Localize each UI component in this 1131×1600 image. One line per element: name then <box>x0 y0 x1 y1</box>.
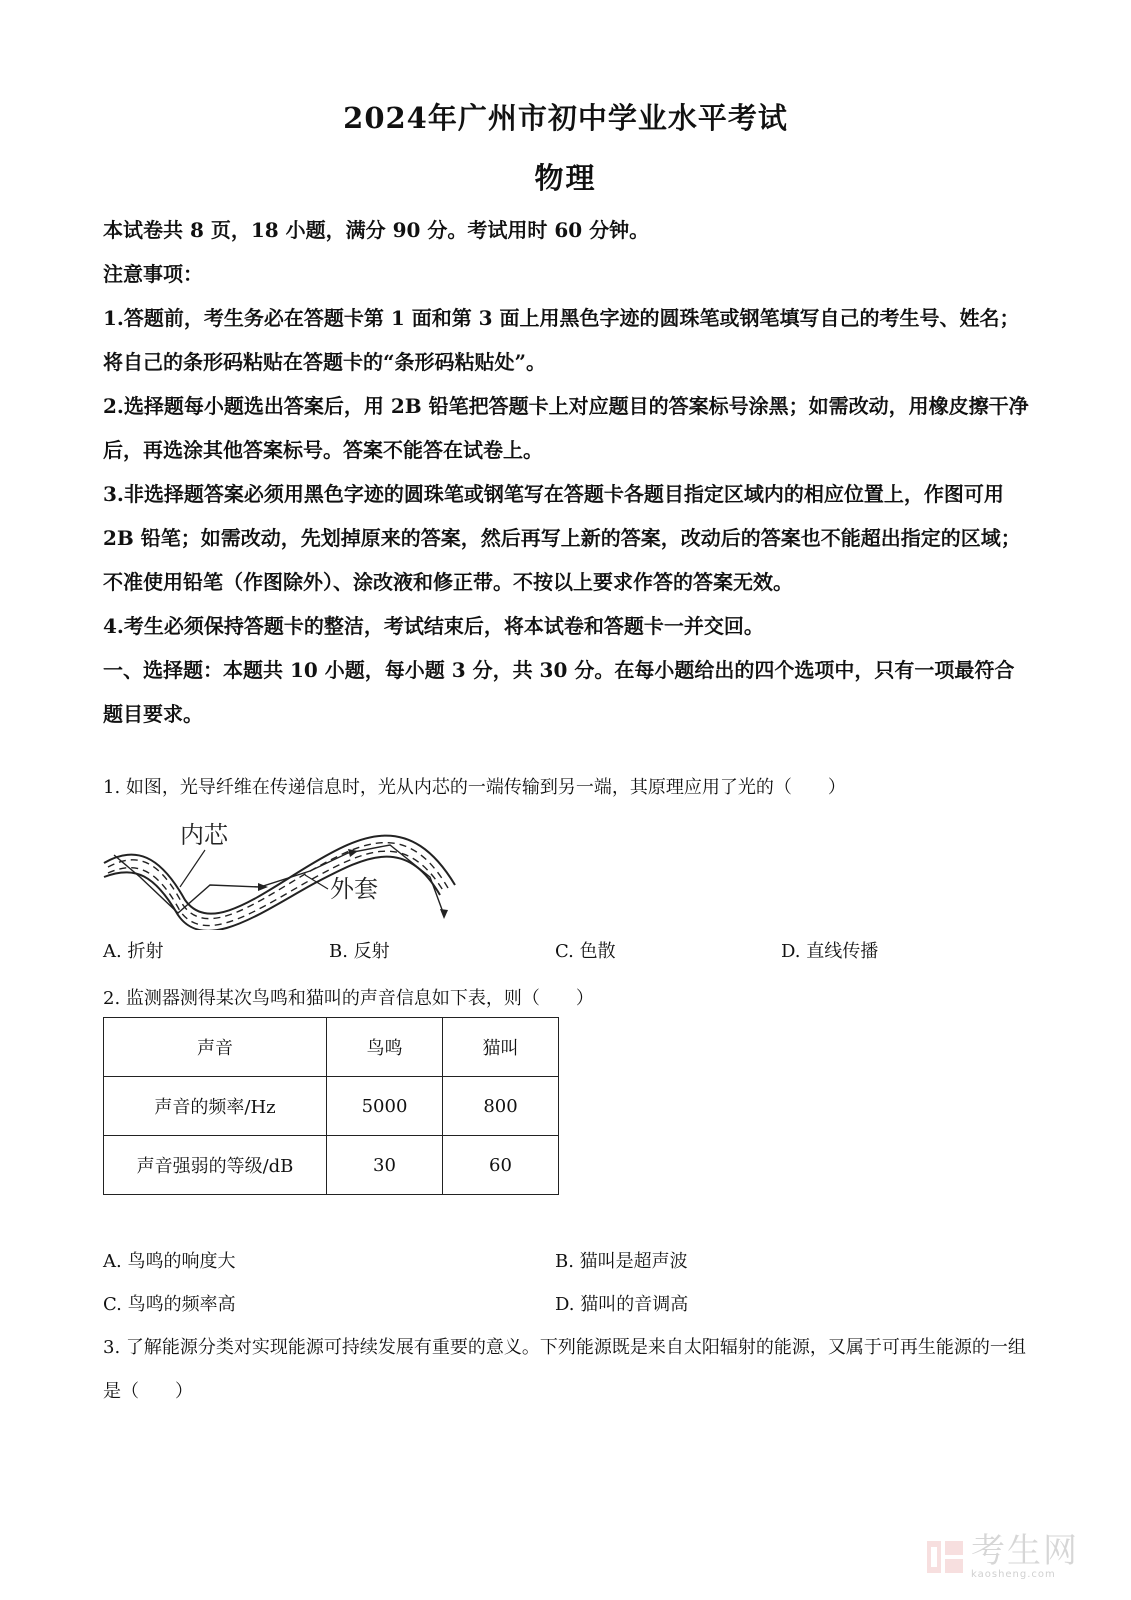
subject-title: 物理 <box>534 161 597 195</box>
table-cell: 800 <box>443 1077 559 1136</box>
watermark-name: 考生网 <box>971 1531 1079 1571</box>
question-1 <box>103 768 1033 808</box>
q2-option-c[interactable]: C. 鸟鸣的频率高 <box>103 1294 236 1315</box>
table-header-cell: 鸟鸣 <box>327 1018 443 1077</box>
cladding-label: 外套 <box>330 875 378 903</box>
light-ray-arrowhead <box>440 909 448 919</box>
table-header-row <box>104 1018 559 1077</box>
question-3-stem: 3. 了解能源分类对实现能源可持续发展有重要的意义。下列能源既是来自太阳辐射的能源，又属于可再生能源的一组是（ ） <box>103 1337 1026 1402</box>
fiber-outer-top <box>104 836 455 914</box>
question-1-stem: 1. 如图，光导纤维在传递信息时，光从内芯的一端传输到另一端，其原理应用了光的（ ） <box>103 777 846 798</box>
instructions <box>103 208 1033 736</box>
q1-option-d[interactable]: D. 直线传播 <box>781 941 879 962</box>
question-2-stem: 2. 监测器测得某次鸟鸣和猫叫的声音信息如下表，则（ ） <box>103 988 594 1009</box>
q2-option-b[interactable]: B. 猫叫是超声波 <box>555 1251 688 1272</box>
note-item: 3.非选择题答案必须用黑色字迹的圆珠笔或钢笔写在答题卡各题目指定区域内的相应位置上，作图可用 2B 铅笔；如需改动，先划掉原来的答案，然后再写上新的答案，改动后的答案也不能超出指定的区域；不准使用铅笔（作图除外）、涂改液和修正带。不按以上要求作答的答案无效。 <box>103 482 1021 594</box>
watermark-logo-icon <box>925 1537 965 1577</box>
notes-heading: 注意事项： <box>103 262 203 286</box>
watermark-url: kaosheng.com <box>971 1569 1056 1580</box>
q1-option-a[interactable]: A. 折射 <box>103 941 164 962</box>
question-3 <box>103 1326 1033 1414</box>
optical-fiber-figure <box>100 815 480 930</box>
note-item: 4.考生必须保持答题卡的整洁，考试结束后，将本试卷和答题卡一并交回。 <box>103 614 764 638</box>
core-label: 内芯 <box>180 821 228 849</box>
exam-intro: 本试卷共 8 页，18 小题，满分 90 分。考试用时 60 分钟。 <box>103 218 650 242</box>
table-header-cell: 声音 <box>104 1018 327 1077</box>
core-leader-line <box>180 850 205 887</box>
table-cell: 5000 <box>327 1077 443 1136</box>
q1-option-c[interactable]: C. 色散 <box>555 941 616 962</box>
sound-data-table <box>103 1017 559 1195</box>
question-2 <box>103 979 1033 1019</box>
table-cell: 声音的频率/Hz <box>104 1077 327 1136</box>
table-cell: 声音强弱的等级/dB <box>104 1136 327 1195</box>
q1-option-b[interactable]: B. 反射 <box>329 941 390 962</box>
site-watermark <box>925 1532 1105 1582</box>
table-row <box>104 1136 559 1195</box>
exam-title: 2024年广州市初中学业水平考试 <box>343 101 788 135</box>
section-heading: 一、选择题：本题共 10 小题，每小题 3 分，共 30 分。在每小题给出的四个选项中，只有一项最符合题目要求。 <box>103 658 1015 726</box>
table-row <box>104 1077 559 1136</box>
note-item: 2.选择题每小题选出答案后，用 2B 铅笔把答题卡上对应题目的答案标号涂黑；如需改动，用橡皮擦干净后，再选涂其他答案标号。答案不能答在试卷上。 <box>103 394 1029 462</box>
table-cell: 30 <box>327 1136 443 1195</box>
table-cell: 60 <box>443 1136 559 1195</box>
note-item: 1.答题前，考生务必在答题卡第 1 面和第 3 面上用黑色字迹的圆珠笔或钢笔填写自己的考生号、姓名；将自己的条形码粘贴在答题卡的“条形码粘贴处”。 <box>103 306 1020 374</box>
ray-arrow-marker <box>348 849 358 857</box>
q2-option-d[interactable]: D. 猫叫的音调高 <box>555 1294 689 1315</box>
q2-option-a[interactable]: A. 鸟鸣的响度大 <box>103 1251 236 1272</box>
table-header-cell: 猫叫 <box>443 1018 559 1077</box>
